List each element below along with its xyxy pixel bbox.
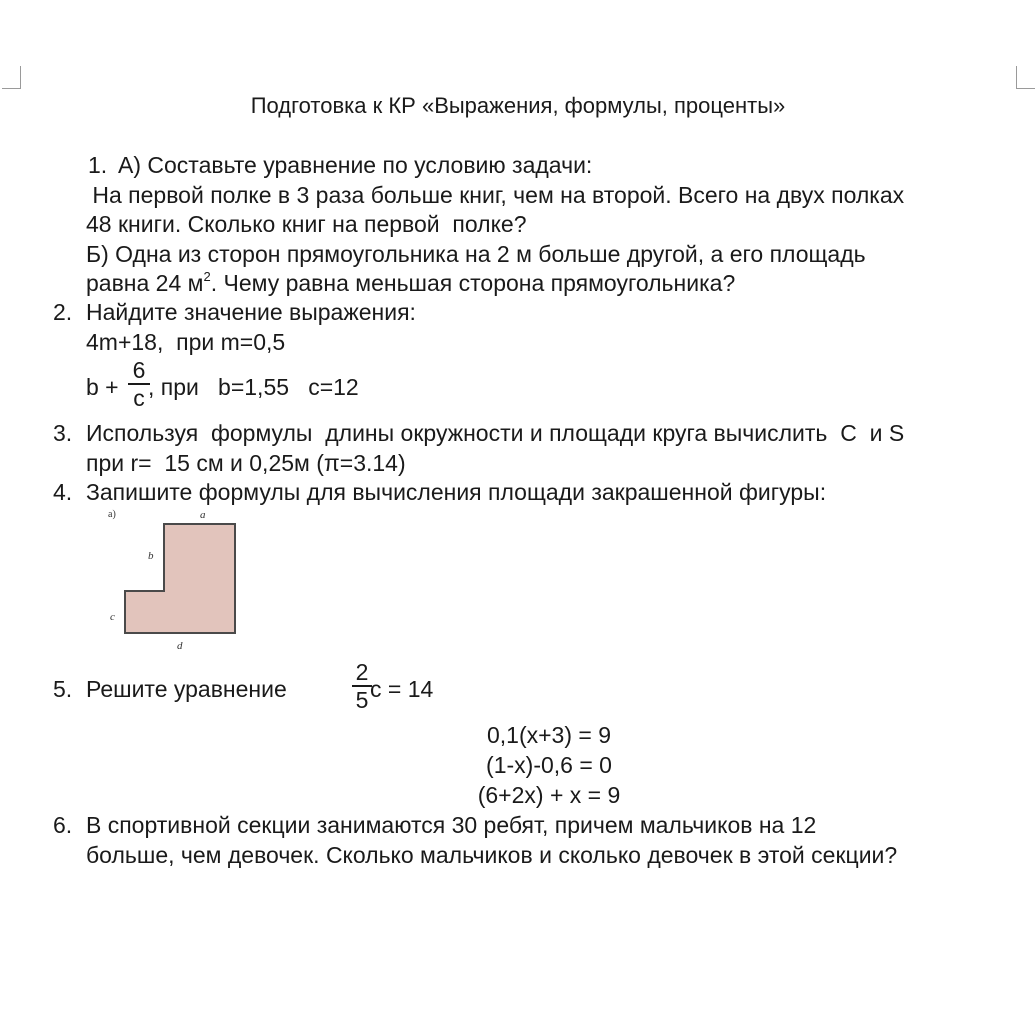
q1-line-b2-rest: . Чему равна меньшая сторона прямоугольника?	[210, 270, 736, 296]
q2-number: 2.	[53, 299, 73, 325]
q1-line-b2-superscript: 2	[203, 269, 211, 284]
q2-text: Найдите значение выражения:	[86, 299, 416, 325]
q6-number: 6.	[53, 812, 73, 838]
figure-side-b-label: b	[148, 550, 154, 562]
q3-line-2: при r= 15 см и 0,25м (π=3.14)	[86, 450, 406, 476]
q1-line-b1: Б) Одна из сторон прямоугольника на 2 м больше другой, а его площадь	[86, 241, 866, 267]
figure-side-d-label: d	[177, 640, 183, 652]
shaded-figure-diagram	[100, 505, 270, 655]
q4-number: 4.	[53, 479, 73, 505]
document-title: Подготовка к КР «Выражения, формулы, проценты»	[250, 93, 786, 118]
q2-fraction-6-over-c	[128, 358, 150, 410]
figure-side-a-label: a	[200, 509, 206, 521]
figure-tag-label: а)	[108, 509, 116, 520]
q5-fraction-denominator: 5	[355, 686, 369, 713]
q2-fraction-numerator: 6	[132, 357, 146, 383]
figure-side-c-label: c	[110, 611, 115, 623]
q5-equation-3: (1-x)-0,6 = 0	[486, 752, 612, 778]
q1-line-b2-text: равна 24 м	[86, 270, 204, 296]
q5-fraction-numerator: 2	[355, 659, 369, 685]
q2-fraction-denominator: c	[133, 384, 145, 411]
q1-line-a1: На первой полке в 3 раза больше книг, чем на второй. Всего на двух полках	[86, 182, 905, 208]
q4-text: Запишите формулы для вычисления площади закрашенной фигуры:	[86, 479, 827, 505]
q3-line-1: Используя формулы длины окружности и площади круга вычислить C и S	[86, 420, 905, 446]
page-corner-mark-right	[1016, 66, 1035, 89]
shaded-l-shape	[125, 524, 235, 633]
q6-line-2: больше, чем девочек. Сколько мальчиков и сколько девочек в этой секции?	[86, 842, 898, 868]
q6-line-1: В спортивной секции занимаются 30 ребят, причем мальчиков на 12	[86, 812, 817, 838]
q1-part-a: А) Составьте уравнение по условию задачи:	[118, 152, 593, 178]
page-corner-mark-left	[2, 66, 21, 89]
q5-equation-2: 0,1(x+3) = 9	[486, 722, 612, 748]
q1-line-a2: 48 книги. Сколько книг на первой полке?	[86, 211, 527, 237]
q5-equation-4: (6+2x) + x = 9	[477, 782, 621, 808]
q2-expression-1: 4m+18, при m=0,5	[86, 329, 286, 355]
q2-expression-2-b: b +	[86, 374, 119, 400]
q5-text: Решите уравнение	[86, 676, 287, 702]
q5-equation-1-rest: c = 14	[370, 676, 434, 702]
q5-number: 5.	[53, 676, 73, 702]
q5-fraction-2-over-5	[352, 660, 372, 712]
q3-number: 3.	[53, 420, 73, 446]
q1-number: 1.	[88, 152, 108, 178]
q2-expression-2-rest: , при b=1,55 c=12	[148, 374, 359, 400]
